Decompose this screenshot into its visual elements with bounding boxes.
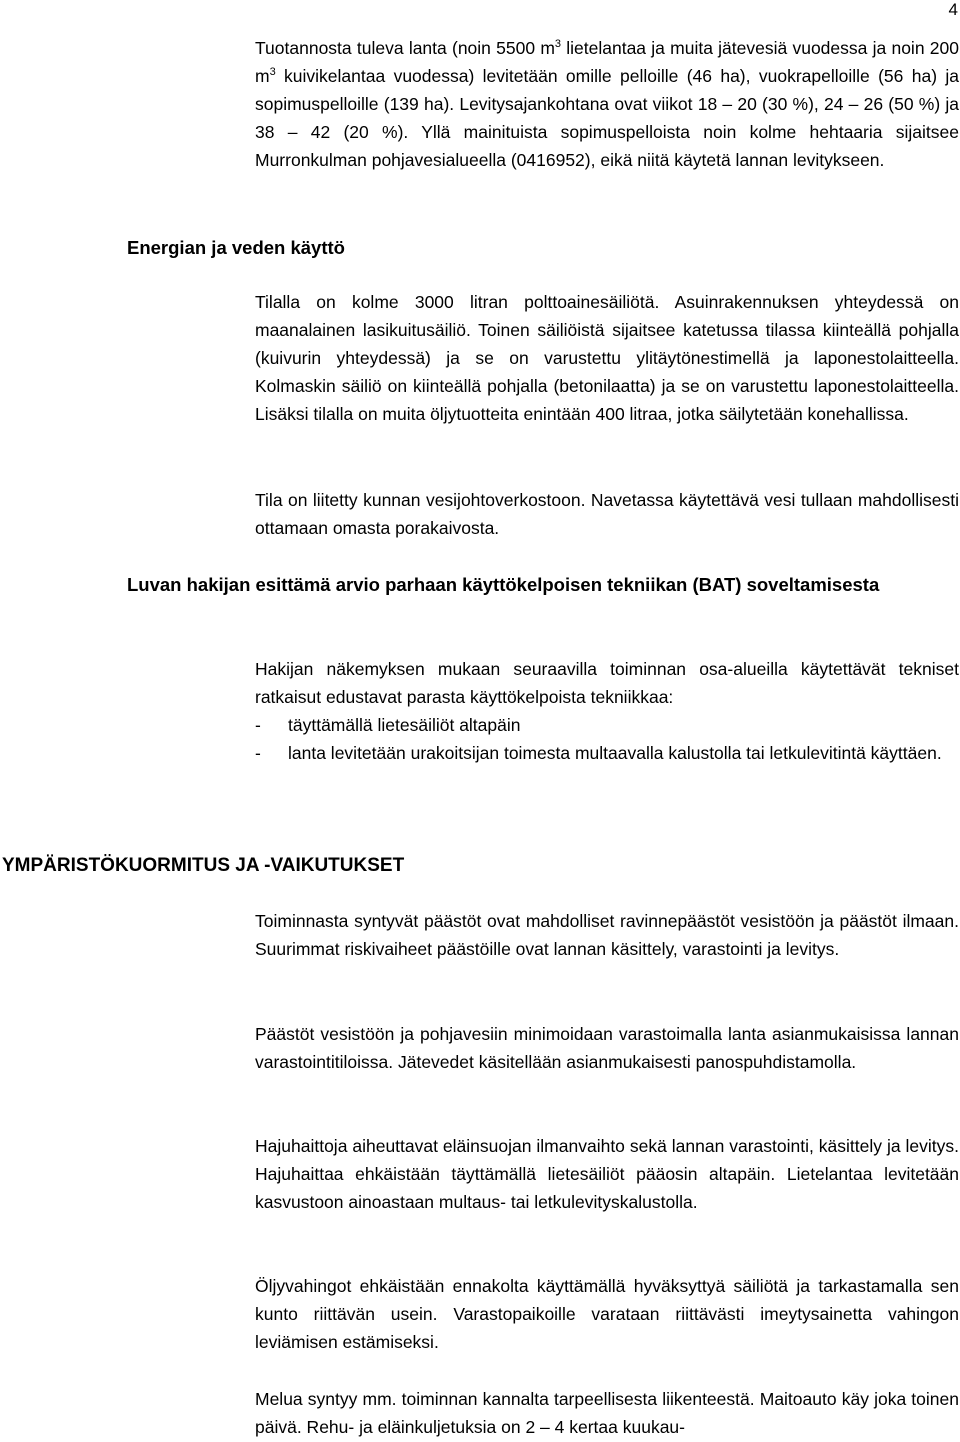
emissions-paragraph-2: Päästöt vesistöön ja pohjavesiin minimoidaan varastoimalla lanta asianmukaisissa lannan varastointitiloissa. Jätevedet käsitellään asianmukaisesti panospuhdistamolla. xyxy=(255,1024,959,1072)
manure-paragraph xyxy=(255,34,959,174)
energy-heading: Energian ja veden käyttö xyxy=(127,237,345,258)
water-supply-paragraph xyxy=(255,486,959,542)
dash-bullet: - xyxy=(255,743,261,763)
bat-section xyxy=(255,655,959,767)
emissions-paragraph-5: Melua syntyy mm. toiminnan kannalta tarpeellisesta liikenteestä. Maitoauto käy joka toinen päivä. Rehu- ja eläinkuljetuksia on 2 – 4 kertaa kuukau- xyxy=(255,1389,959,1437)
bat-intro-text: Hakijan näkemyksen mukaan seuraavilla toiminnan osa-alueilla käytettävät tekniset ratkaisut edustavat parasta käyttökelpoista tekniikkaa: xyxy=(255,659,959,707)
fuel-tanks-paragraph xyxy=(255,288,959,428)
bat-list xyxy=(255,711,959,767)
dash-bullet: - xyxy=(255,715,261,735)
emissions-heading: YMPÄRISTÖKUORMITUS JA -VAIKUTUKSET xyxy=(2,855,405,876)
water-supply-text: Tila on liitetty kunnan vesijohtoverkostoon. Navetassa käytettävä vesi tullaan mahdollisesti ottamaan omasta porakaivosta. xyxy=(255,490,959,538)
bat-heading: Luvan hakijan esittämä arvio parhaan käyttökelpoisen tekniikan (BAT) soveltamisesta xyxy=(127,574,880,595)
emissions-paragraph-3: Hajuhaittoja aiheuttavat eläinsuojan ilmanvaihto sekä lannan varastointi, käsittely ja levitys. Hajuhaittaa ehkäistään täyttämällä lietesäiliöt pääosin altapäin. Lietelantaa levitetään kasvustoon ainoastaan multaus- tai letkulevityskalustolla. xyxy=(255,1136,959,1212)
emissions-paragraph-4: Öljyvahingot ehkäistään ennakolta käyttämällä hyväksyttyä säiliötä ja tarkastamalla sen kunto riittävän usein. Varastopaikoille varataan riittävästi imeytysainetta vahingon leviämisen estämiseksi. xyxy=(255,1276,959,1352)
manure-text: Tuotannosta tuleva lanta (noin 5500 $m^3$ lietelantaa ja muita jätevesiä vuodessa ja noin 200 $m^3$ kuivikelantaa vuodessa) levitetään omille pelloille (46 ha), vuokrapelloille (56 ha) ja sopimuspelloille (139 ha). Levitysajankohtana ovat viikot 18 – 20 (30 %), 24 – 26 (50 %) ja 38 – 42 (20 %). Yllä mainituista sopimuspelloista noin kolme hehtaaria sijaitsee Murronkulman pohjavesialueella (0416952), eikä niitä käytetä lannan levitykseen. xyxy=(255,38,959,170)
bat-list-item: - lanta levitetään urakoitsijan toimesta multaavalla kalustolla tai letkulevitintä käyttäen. xyxy=(255,739,959,767)
page-number: 4 xyxy=(948,0,958,19)
bat-list-item: - täyttämällä lietesäiliöt altapäin xyxy=(255,711,959,739)
emissions-paragraph-1: Toiminnasta syntyvät päästöt ovat mahdolliset ravinnepäästöt vesistöön ja päästöt ilmaan. Suurimmat riskivaiheet päästöille ovat lannan käsittely, varastointi ja levitys. xyxy=(255,911,959,959)
fuel-tanks-text: Tilalla on kolme 3000 litran polttoainesäiliötä. Asuinrakennuksen yhteydessä on maanalainen lasikuitusäiliö. Toinen säiliöistä sijaitsee katetussa tilassa kiinteällä pohjalla (kuivurin yhteydessä) ja se on varustettu ylitäytönestimellä ja laponestolaitteella. Kolmaskin säiliö on kiinteällä pohjalla (betonilaatta) ja se on varustettu laponestolaitteella. Lisäksi tilalla on muita öljytuotteita enintään 400 litraa, jotka säilytetään konehallissa. xyxy=(255,292,959,424)
